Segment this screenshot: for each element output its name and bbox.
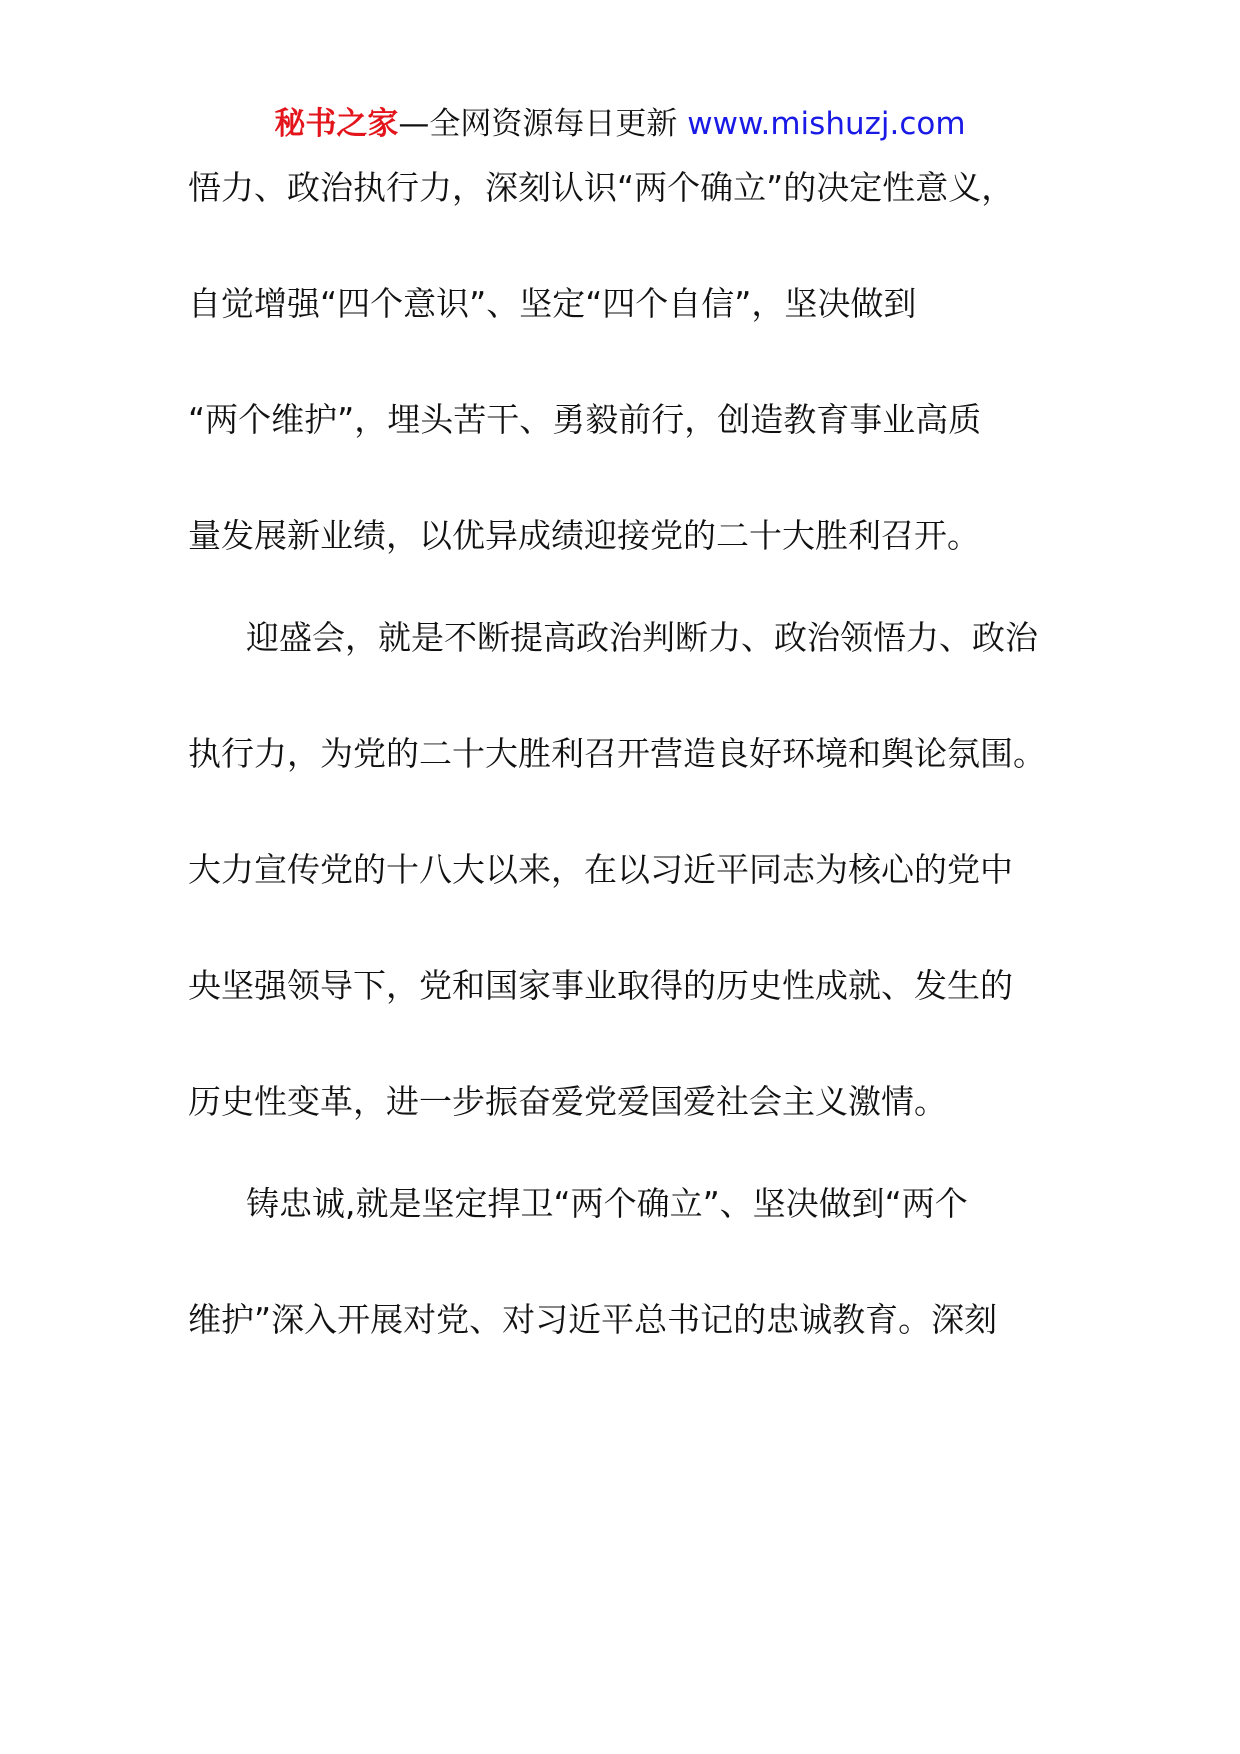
- text-line: 大力宣传党的十八大以来，在以习近平同志为核心的党中: [188, 850, 1013, 889]
- text-line: 执行力，为党的二十大胜利召开营造良好环境和舆论氛围。: [188, 734, 1046, 773]
- text-line: “两个维护”，埋头苦干、勇毅前行，创造教育事业高质: [188, 400, 982, 439]
- text-line: 央坚强领导下，党和国家事业取得的历史性成就、发生的: [188, 966, 1013, 1005]
- site-header: [0, 102, 1240, 146]
- text-line: 历史性变革，进一步振奋爱党爱国爱社会主义激情。: [188, 1082, 947, 1121]
- paragraph-start-line: 铸忠诚,就是坚定捍卫“两个确立”、坚决做到“两个: [246, 1184, 968, 1223]
- text-line: 维护”深入开展对党、对习近平总书记的忠诚教育。深刻: [188, 1300, 998, 1339]
- site-url-link[interactable]: www.mishuzj.com: [687, 106, 966, 142]
- text-line: 量发展新业绩，以优异成绩迎接党的二十大胜利召开。: [188, 516, 980, 555]
- paragraph-start-line: 迎盛会，就是不断提高政治判断力、政治领悟力、政治: [246, 618, 1038, 657]
- text-line: 自觉增强“四个意识”、坚定“四个自信”，坚决做到: [188, 284, 917, 323]
- header-tagline: —全网资源每日更新: [398, 106, 678, 142]
- brand-name: 秘书之家: [274, 106, 399, 142]
- text-line: 悟力、政治执行力，深刻认识“两个确立”的决定性意义，: [188, 168, 1015, 207]
